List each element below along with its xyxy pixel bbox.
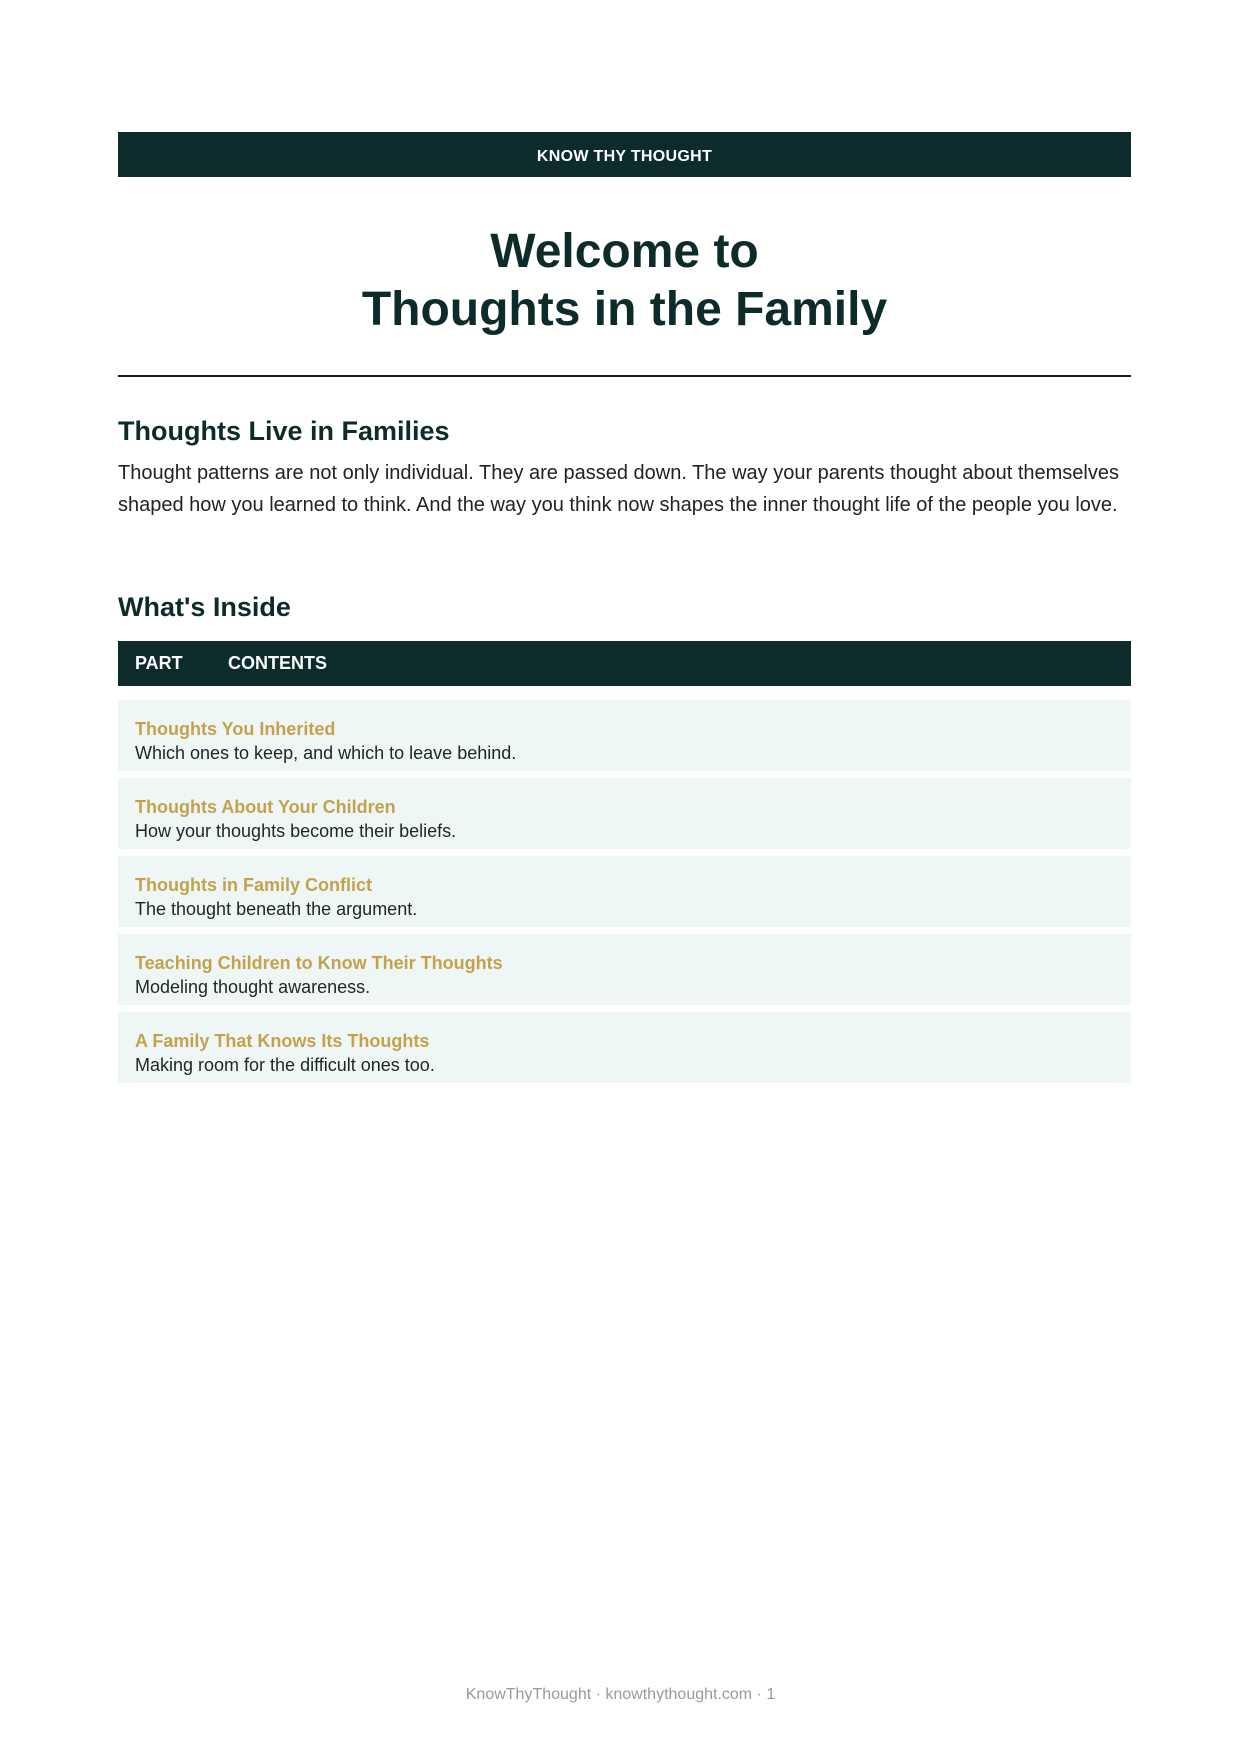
top-banner <box>118 132 1131 177</box>
contents-row <box>118 1012 1131 1083</box>
intro-heading: Thoughts Live in Families <box>118 416 450 446</box>
row-description: How your thoughts become their beliefs. <box>135 821 457 841</box>
row-description: The thought beneath the argument. <box>135 899 418 919</box>
page-footer: KnowThyThought · knowthythought.com · 1 <box>465 1686 776 1703</box>
document-page <box>118 132 1131 1090</box>
page-title <box>118 223 1131 339</box>
title-divider <box>118 375 1131 377</box>
contents-list <box>118 700 1131 1083</box>
title-line-1: Welcome to <box>490 225 759 278</box>
row-description: Which ones to keep, and which to leave behind. <box>135 743 517 763</box>
row-description: Modeling thought awareness. <box>135 977 371 997</box>
intro-paragraph: Thought patterns are not only individual. They are passed down. The way your parents thought about themselves shaped how you learned to think. And the way you think now shapes the inner thought life of the people you love. <box>118 462 1119 516</box>
contents-table-header <box>118 641 1131 686</box>
row-title: Teaching Children to Know Their Thoughts <box>135 953 503 973</box>
column-header-contents: CONTENTS <box>228 653 327 673</box>
row-title: A Family That Knows Its Thoughts <box>135 1031 430 1051</box>
column-header-part: PART <box>135 653 183 673</box>
title-line-2: Thoughts in the Family <box>361 283 888 336</box>
row-description: Making room for the difficult ones too. <box>135 1055 435 1075</box>
contents-row <box>118 778 1131 849</box>
row-title: Thoughts You Inherited <box>135 719 336 739</box>
row-title: Thoughts About Your Children <box>135 797 396 817</box>
contents-row <box>118 934 1131 1005</box>
banner-label: KNOW THY THOUGHT <box>536 147 713 165</box>
whats-inside-heading: What's Inside <box>118 592 291 622</box>
contents-row <box>118 700 1131 771</box>
row-title: Thoughts in Family Conflict <box>135 875 372 895</box>
contents-row <box>118 856 1131 927</box>
